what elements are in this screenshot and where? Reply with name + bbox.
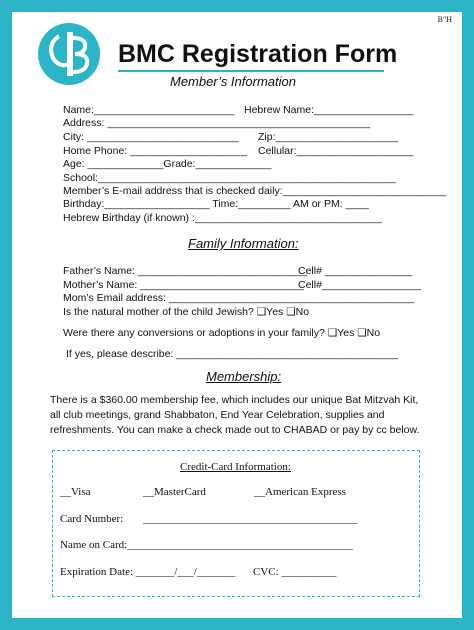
title-underline <box>118 70 384 72</box>
age-grade-field[interactable]: Age: _____________Grade:_____________ <box>63 158 272 170</box>
bh-mark: B"H <box>437 15 452 24</box>
page-title: BMC Registration Form <box>118 40 398 68</box>
city-field[interactable]: City: __________________________ <box>63 131 239 143</box>
home-phone-field[interactable]: Home Phone: ____________________ <box>63 145 247 157</box>
name-field[interactable]: Name:________________________ <box>63 104 235 116</box>
mothers-name-field[interactable]: Mother’s Name: ____________________________ <box>63 279 304 291</box>
card-number-field[interactable]: _______________________________________ <box>143 513 358 525</box>
bmc-logo-icon <box>37 22 101 86</box>
fathers-name-field[interactable]: Father’s Name: _____________________________ <box>63 265 308 277</box>
fathers-cell-field[interactable]: Cell# _______________ <box>298 265 413 277</box>
family-info-heading: Family Information: <box>188 236 299 251</box>
card-number-label: Card Number: <box>60 513 124 525</box>
cellular-field[interactable]: Cellular:____________________ <box>258 145 414 157</box>
address-field[interactable]: Address: _____________________________________________ <box>63 117 371 129</box>
hebrew-birthday-field[interactable]: Hebrew Birthday (if known) :________________________________ <box>63 212 382 224</box>
birthday-field[interactable]: Birthday:__________________ Time:_________ AM or PM: ____ <box>63 198 369 210</box>
name-on-card-field[interactable]: Name on Card:_________________________________________ <box>60 539 353 551</box>
membership-text: There is a $360.00 membership fee, which includes our unique Bat Mitzvah Kit, all club meetings, grand Shabbaton, End Year Celebration, supplies and refreshments. You can make a check made out to CHABAD or pay by cc below. <box>50 394 420 436</box>
zip-field[interactable]: Zip:_____________________ <box>258 131 399 143</box>
mastercard-option[interactable]: __MasterCard <box>143 486 206 498</box>
describe-field[interactable]: If yes, please describe: ______________________________________ <box>66 348 399 360</box>
cvc-field[interactable]: CVC: __________ <box>253 566 337 578</box>
moms-email-field[interactable]: Mom’s Email address: __________________________________________ <box>63 292 415 304</box>
hebrew-name-field[interactable]: Hebrew Name:_________________ <box>244 104 414 116</box>
expiration-field[interactable]: Expiration Date: _______/___/_______ <box>60 566 236 578</box>
member-info-heading: Member’s Information <box>170 74 296 89</box>
conversions-question[interactable]: Were there any conversions or adoptions in your family? ❑Yes ❑No <box>63 327 381 339</box>
credit-card-heading: Credit-Card Information: <box>180 461 291 473</box>
mothers-cell-field[interactable]: Cell#_________________ <box>298 279 422 291</box>
natural-mother-question[interactable]: Is the natural mother of the child Jewish? ❑Yes ❑No <box>63 306 310 318</box>
membership-heading: Membership: <box>206 369 282 384</box>
visa-option[interactable]: __Visa <box>60 486 91 498</box>
school-field[interactable]: School:___________________________________________________ <box>63 172 396 184</box>
amex-option[interactable]: __American Express <box>254 486 346 498</box>
email-field[interactable]: Member’s E-mail address that is checked daily:____________________________ <box>63 185 447 197</box>
